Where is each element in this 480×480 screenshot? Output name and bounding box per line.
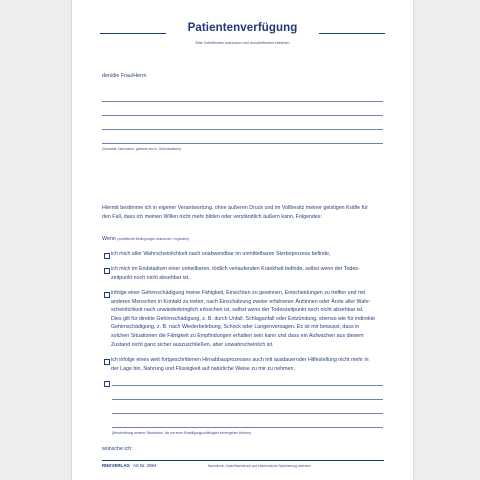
footer-rule [102, 460, 384, 461]
form-sheet [72, 0, 413, 480]
option-4-checkbox[interactable] [104, 359, 110, 365]
option-line: ich mich aller Wahrscheinlichkeit nach unabwendbar im unmittelbaren Sterbeprozess befinde, [111, 251, 331, 257]
option-3-checkbox[interactable] [104, 292, 110, 298]
addressee-line-2[interactable] [102, 115, 383, 116]
option-line: Gehirnschädigung, z. B. nach Wiederbelebung, Schock oder Lungenversagen. Es ist mir bewusst, dass in [111, 324, 360, 331]
option-line: infolge einer Gehirnschädigung meine Fähigkeit, Einsichten zu gewinnen, Entscheidungen zu treffen und mit [111, 290, 366, 296]
addressee-line-1[interactable] [102, 101, 383, 102]
intro-paragraph [102, 204, 392, 221]
intro-line: den Fall, dass ich meinen Willen nicht mehr bilden oder verständlich äußern kann, Folgendes: [102, 213, 322, 220]
other-line-2[interactable] [112, 399, 383, 400]
article-number: Art.Nr. 2894 [133, 463, 157, 468]
option-line: anderen Menschen in Kontakt zu treten, nach Einschätzung zweier erfahrener Ärztinnen oder Ärzte aller Wahr- [111, 298, 371, 305]
title-rule-right [319, 33, 385, 34]
option-3-text [111, 289, 396, 349]
option-2-text [111, 265, 391, 282]
option-5-checkbox[interactable] [104, 381, 110, 387]
wenn-row [102, 235, 189, 244]
other-line-4[interactable] [112, 427, 383, 428]
option-line: ich mich im Endstadium einer unheilbaren, tödlich verlaufenden Krankheit befinde, selbst wenn der Todes- [111, 266, 360, 272]
wenn-note: (zutreffende Bedingungen ankreuzen / ergänzen) [117, 237, 190, 241]
option-line: zeitpunkt noch nicht absehbar ist. [111, 274, 190, 281]
option-line: Zustand nicht ganz sicher auszuschließen, aber unwahrscheinlich ist. [111, 341, 274, 348]
addressee-line-4[interactable] [102, 143, 383, 144]
wenn-label: Wenn [102, 236, 116, 242]
option-line: Dies gilt für direkte Gehirnschädigung, z. B. durch Unfall, Schlaganfall oder Entzündung, ebenso wie für indirekte [111, 315, 376, 322]
option-4-text [111, 356, 396, 373]
option-line: solchen Situationen die Fähigkeit zu Empfindungen erhalten sein kann und dass ein Aufwachen aus diesem [111, 332, 364, 339]
wish-label: wünsche ich: [102, 446, 133, 452]
option-line: der Lage bin, Nahrung und Flüssigkeit auf natürliche Weise zu mir zu nehmen, [111, 365, 295, 372]
other-hint: (Beschreibung anderer Situationen, die mir einer Einwilligungsunfähigkeit einhergehen können) [112, 431, 251, 435]
option-line: ich infolge eines weit fortgeschrittenen Hirnabbauprozesses auch mit ausdauernder Hilfestellung nicht mehr in [111, 357, 369, 363]
form-subtitle: Bitte Zutreffendes ankreuzen und Unzutreffendes streichen [195, 41, 290, 45]
form-title: Patientenverfügung [187, 22, 298, 34]
intro-line: Hiermit bestimme ich in eigener Verantwortung, ohne äußeren Druck und im Vollbesitz meiner geistigen Kräfte für [102, 205, 368, 211]
name-hint: (Vorname, Nachname, geboren am in, Geburtsdatum) [102, 147, 181, 151]
other-line-1[interactable] [112, 385, 383, 386]
copyright-note: Nachdruck, Kopie/Nachdruck und elektronische Speicherung verboten [208, 463, 311, 468]
title-row [100, 22, 385, 38]
other-line-3[interactable] [112, 413, 383, 414]
option-line: scheinlichkeit nach unwiederbringlich erloschen ist, selbst wenn der Todeszeitpunkt noch nicht absehbar ist. [111, 307, 364, 314]
option-1-text [111, 250, 391, 259]
option-1-checkbox[interactable] [104, 253, 110, 259]
addressee-line-3[interactable] [102, 129, 383, 130]
option-2-checkbox[interactable] [104, 268, 110, 274]
publisher-logo: RNKVERLAG [102, 463, 130, 468]
addressee-label: den/die Frau/Herrn [102, 73, 147, 79]
